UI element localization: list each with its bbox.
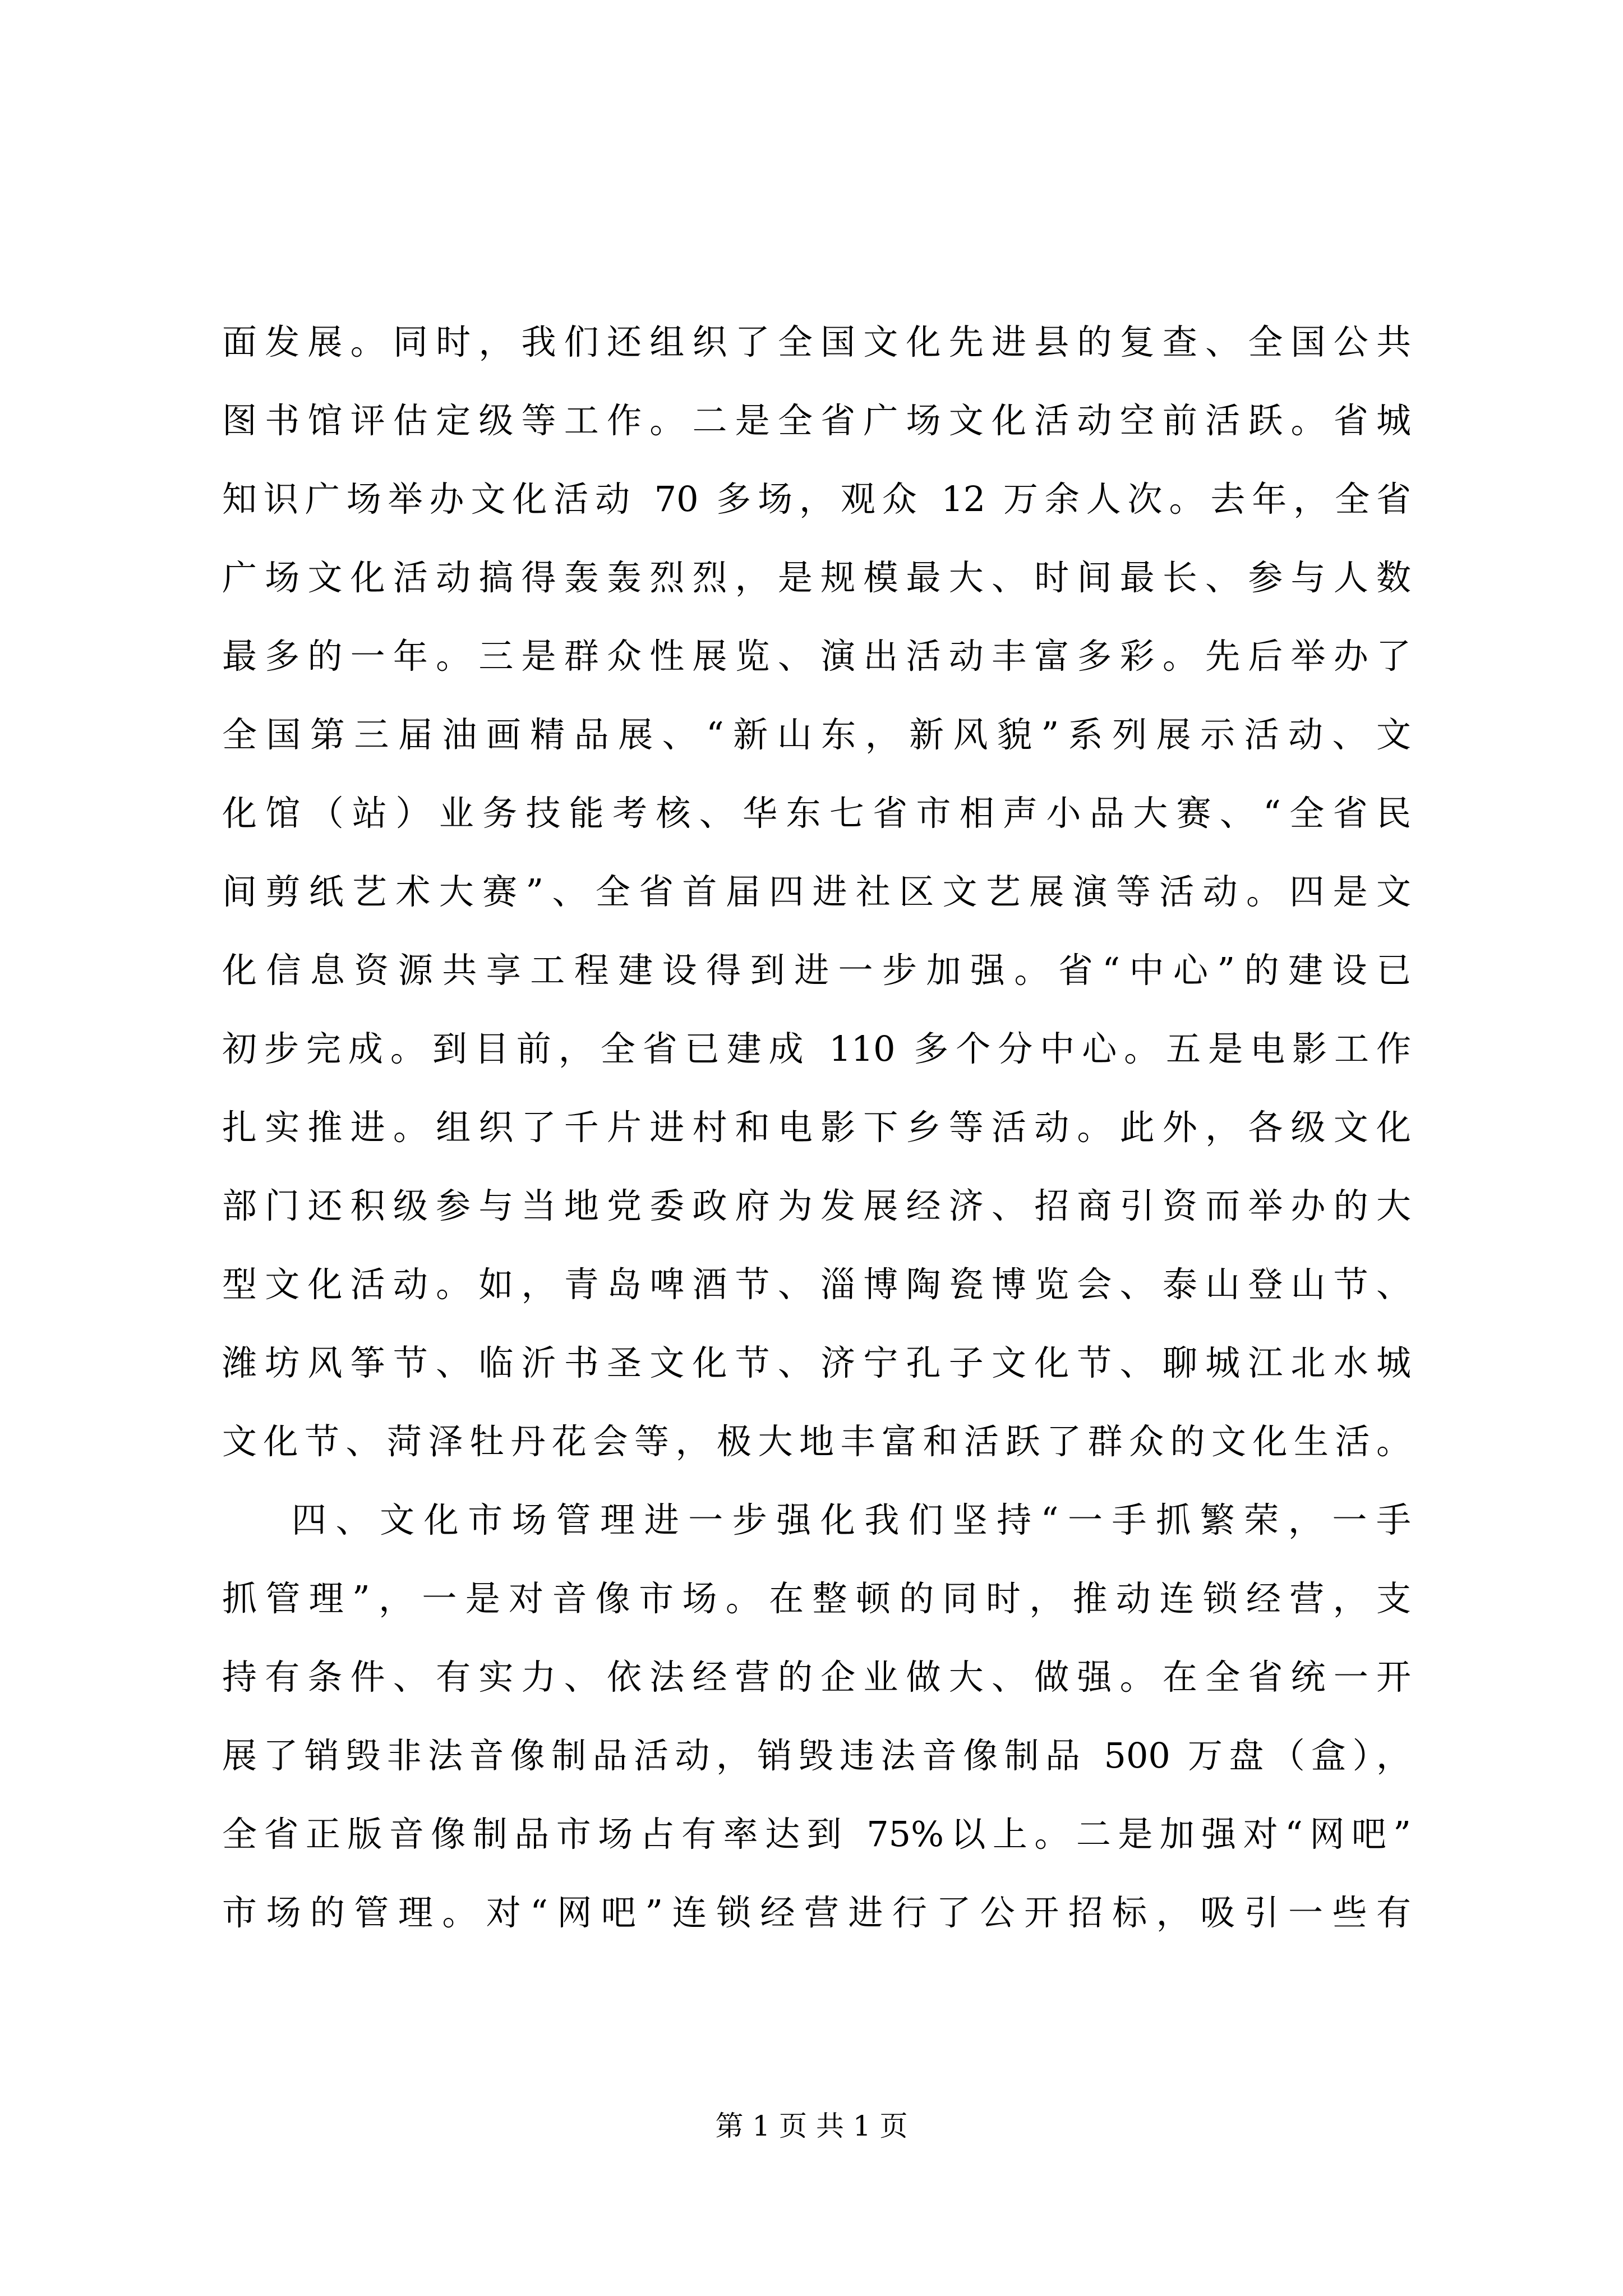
text-line: 最多的一年。三是群众性展览、演出活动丰富多彩。先后举办了: [222, 636, 1411, 677]
text-line: 持有条件、有实力、依法经营的企业做大、做强。在全省统一开: [222, 1657, 1411, 1697]
text-line: 文化节、菏泽牡丹花会等，极大地丰富和活跃了群众的文化生活。: [222, 1421, 1411, 1462]
text-line: 部门还积级参与当地党委政府为发展经济、招商引资而举办的大: [222, 1185, 1411, 1226]
page-footer: [0, 2109, 1623, 2143]
text-line: 广场文化活动搞得轰轰烈烈，是规模最大、时间最长、参与人数: [222, 557, 1411, 598]
document-body: [222, 303, 1411, 1952]
text-line: 间剪纸艺术大赛”、全省首届四进社区文艺展演等活动。四是文: [222, 871, 1411, 912]
text-line: 市场的管理。对“网吧”连锁经营进行了公开招标，吸引一些有: [222, 1892, 1411, 1933]
text-line: 全国第三届油画精品展、“新山东，新风貌”系列展示活动、文: [222, 714, 1411, 755]
text-line: 全省正版音像制品市场占有率达到 75%以上。二是加强对“网吧”: [222, 1814, 1411, 1855]
page-number-label: 第 1 页 共 1 页: [715, 2110, 908, 2142]
text-line: 初步完成。到目前，全省已建成 110 多个分中心。五是电影工作: [222, 1028, 1411, 1069]
text-line: 化馆（站）业务技能考核、华东七省市相声小品大赛、“全省民: [222, 793, 1411, 834]
text-line: 潍坊风筝节、临沂书圣文化节、济宁孔子文化节、聊城江北水城: [222, 1342, 1411, 1383]
paragraph-1: [222, 303, 1411, 1481]
text-line: 四、文化市场管理进一步强化我们坚持“一手抓繁荣，一手: [292, 1499, 1411, 1540]
text-line: 展了销毁非法音像制品活动，销毁违法音像制品 500 万盘（盒），: [222, 1735, 1411, 1776]
text-line: 面发展。同时，我们还组织了全国文化先进县的复查、全国公共: [222, 321, 1411, 362]
text-line: 型文化活动。如，青岛啤酒节、淄博陶瓷博览会、泰山登山节、: [222, 1264, 1411, 1305]
text-line: 知识广场举办文化活动 70 多场，观众 12 万余人次。去年，全省: [222, 478, 1411, 519]
text-line: 扎实推进。组织了千片进村和电影下乡等活动。此外，各级文化: [222, 1107, 1411, 1148]
text-line: 图书馆评估定级等工作。二是全省广场文化活动空前活跃。省城: [222, 400, 1411, 441]
text-line: 抓管理”，一是对音像市场。在整顿的同时，推动连锁经营，支: [222, 1578, 1411, 1619]
text-line: 化信息资源共享工程建设得到进一步加强。省“中心”的建设已: [222, 950, 1411, 991]
paragraph-2: [222, 1481, 1411, 1952]
